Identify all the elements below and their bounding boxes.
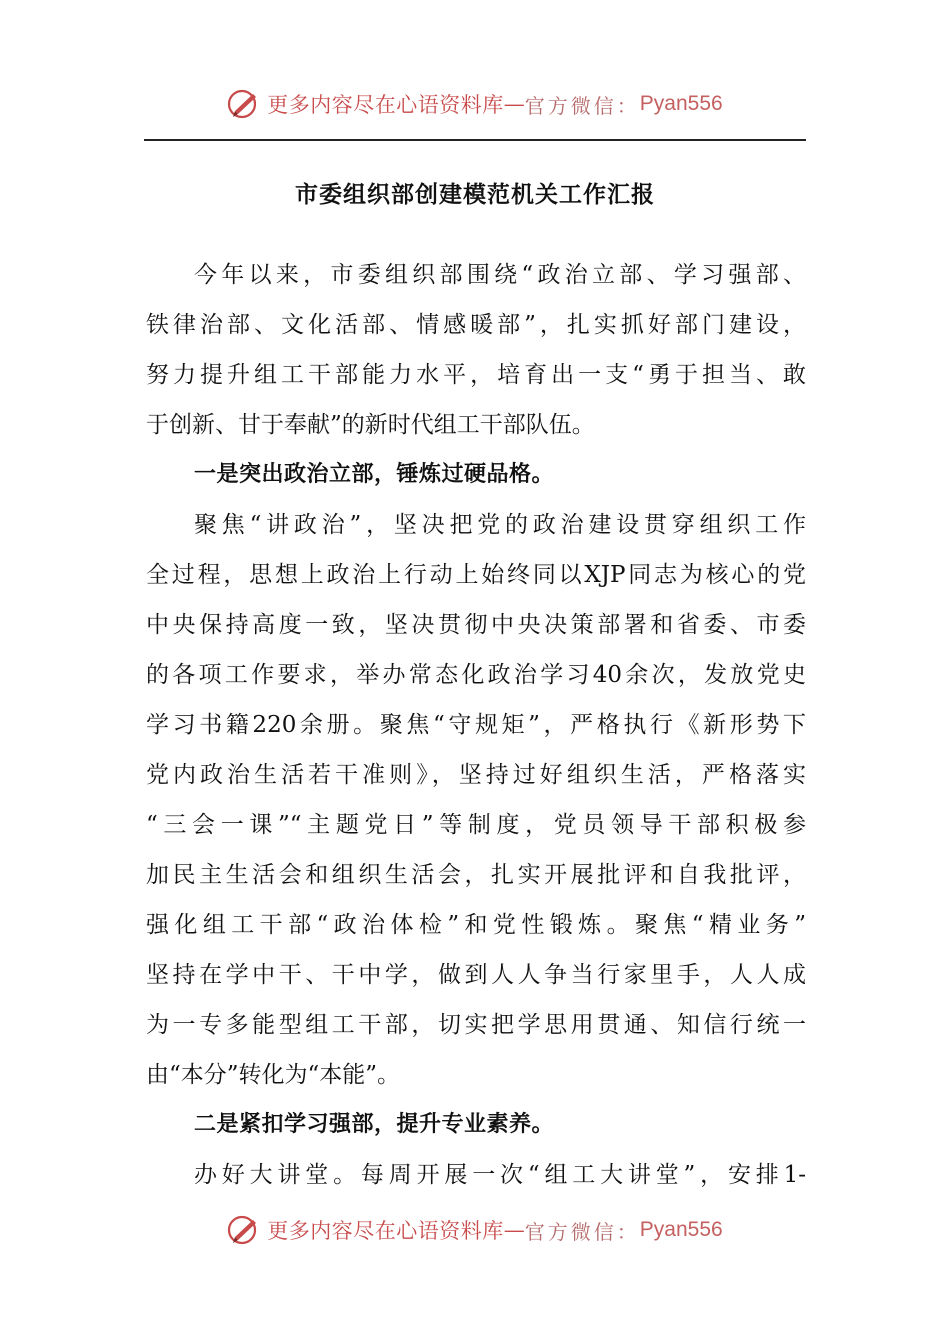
body-line: 坚持在学中干、干中学，做到人人争当行家里手，人人成 (146, 962, 806, 988)
body-line: 学习书籍220余册。聚焦“守规矩”，严格执行《新形势下 (146, 712, 806, 738)
body-line: 努力提升组工干部能力水平，培育出一支“勇于担当、敢 (146, 362, 806, 388)
body-line: 今年以来，市委组织部围绕“政治立部、学习强部、 (194, 262, 806, 288)
watermark-wechat-id: Pyan556 (639, 1218, 723, 1241)
section-heading-2: 二是紧扣学习强部，提升专业素养。 (194, 1112, 555, 1137)
footer-watermark-banner (0, 1210, 950, 1250)
body-line: 办好大讲堂。每周开展一次“组工大讲堂”，安排1- (194, 1162, 806, 1188)
body-line: 加民主生活会和组织生活会，扎实开展批评和自我批评， (146, 862, 806, 888)
watermark-wechat-label: 官方微信： (524, 93, 640, 118)
watermark-dash: — (503, 1218, 525, 1242)
watermark-wechat-label: 官方微信： (524, 1219, 640, 1244)
body-line: 的各项工作要求，举办常态化政治学习40余次，发放党史 (146, 662, 806, 688)
header-divider (144, 139, 806, 141)
body-line: 强化组工干部“政治体检”和党性锻炼。聚焦“精业务” (146, 912, 806, 938)
body-line: 全过程，思想上政治上行动上始终同以XJP同志为核心的党 (146, 562, 806, 588)
pen-logo-icon (227, 87, 261, 121)
watermark-wechat-id: Pyan556 (639, 92, 723, 115)
watermark-dash: — (503, 92, 525, 116)
body-line: 于创新、甘于奉献”的新时代组工干部队伍。 (146, 412, 595, 438)
body-line: 党内政治生活若干准则》，坚持过好组织生活，严格落实 (146, 762, 806, 788)
body-line: 聚焦“讲政治”，坚决把党的政治建设贯穿组织工作 (194, 512, 806, 538)
watermark-brand-text: 更多内容尽在心语资料库 (267, 1219, 504, 1243)
document-title: 市委组织部创建模范机关工作汇报 (295, 181, 655, 208)
body-line: 中央保持高度一致，坚决贯彻中央决策部署和省委、市委 (146, 612, 806, 638)
body-line: 由“本分”转化为“本能”。 (146, 1062, 401, 1088)
document-body (146, 250, 806, 1200)
header-watermark-banner (0, 84, 950, 124)
body-line: “三会一课”“主题党日”等制度，党员领导干部积极参 (146, 812, 806, 838)
body-line: 为一专多能型组工干部，切实把学思用贯通、知信行统一 (146, 1012, 806, 1038)
watermark-brand-text: 更多内容尽在心语资料库 (267, 93, 504, 117)
pen-logo-icon (227, 1213, 261, 1247)
body-line: 铁律治部、文化活部、情感暖部”，扎实抓好部门建设， (146, 312, 806, 338)
section-heading-1: 一是突出政治立部，锤炼过硬品格。 (194, 462, 555, 487)
